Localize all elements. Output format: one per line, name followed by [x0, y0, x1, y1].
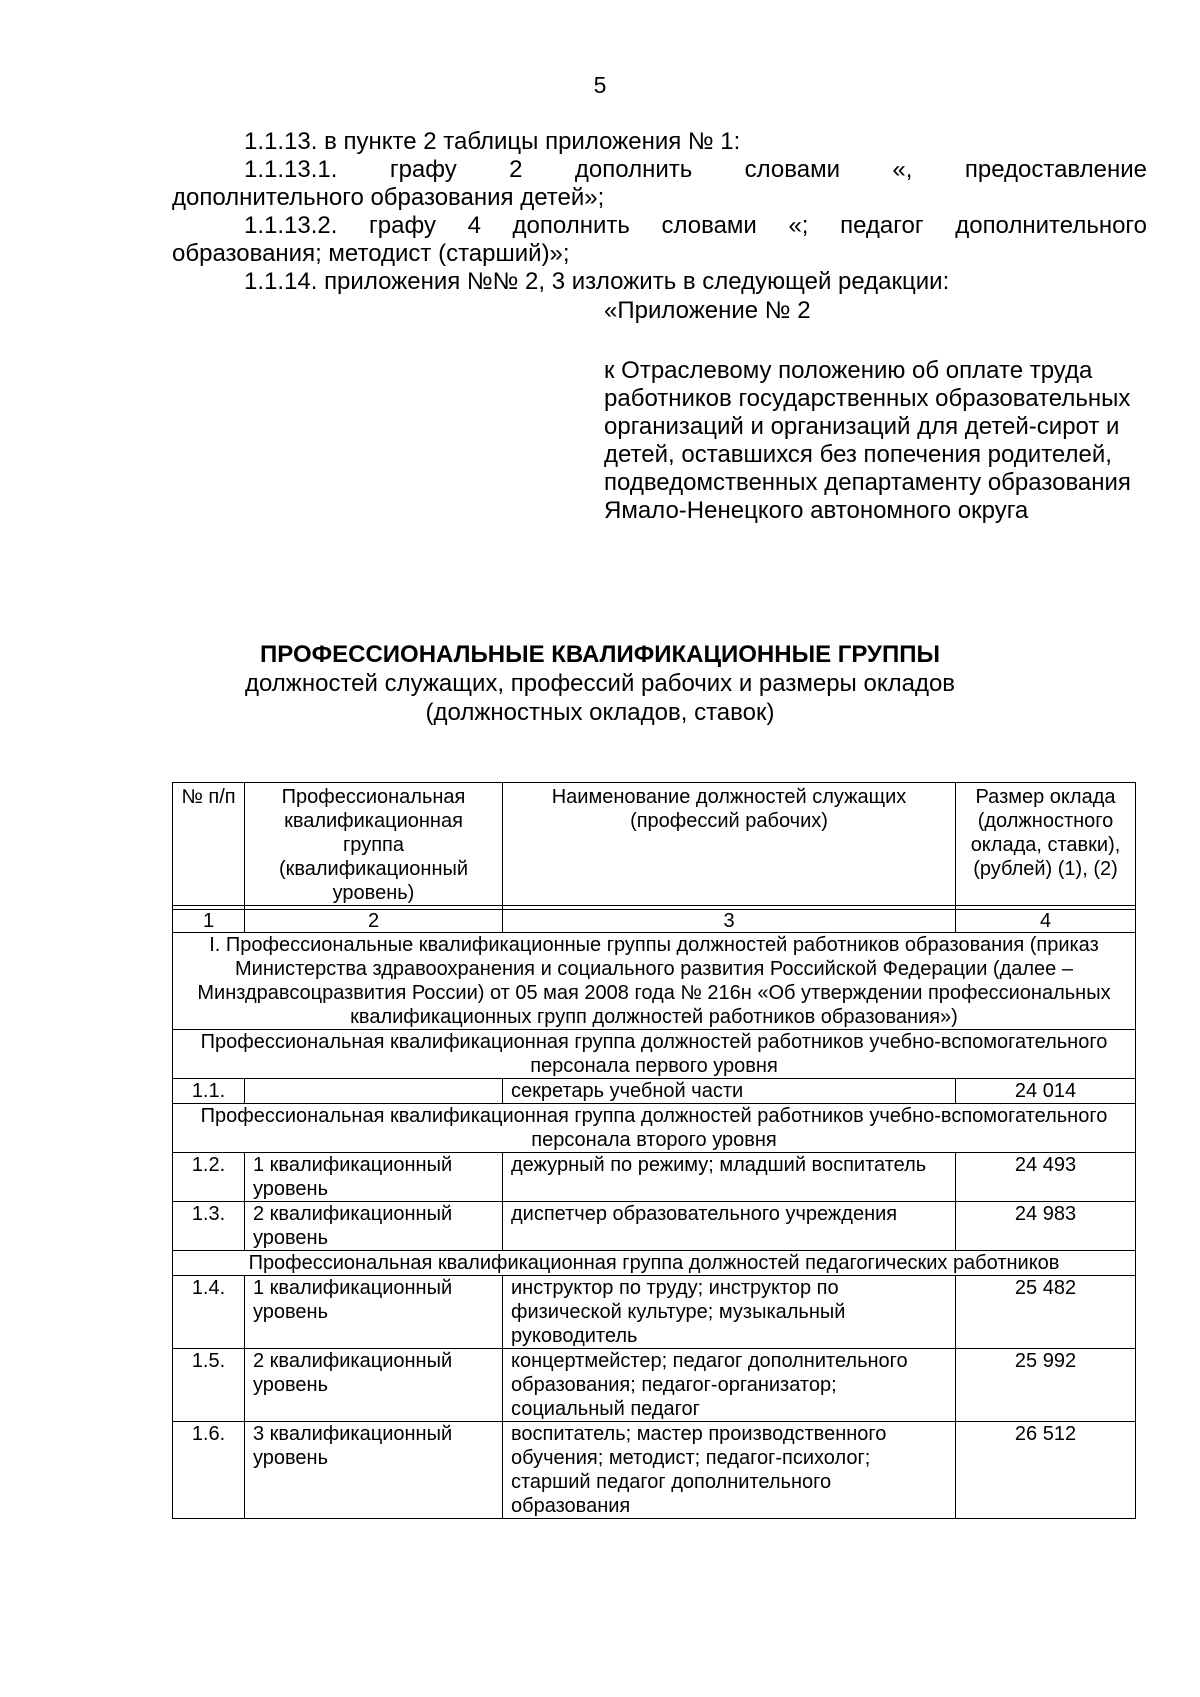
table-row: [173, 1349, 1136, 1422]
qualification-level: 2 квалификационный уровень: [245, 1202, 503, 1251]
salary-value: 24 493: [956, 1153, 1136, 1202]
group-title: Профессиональная квалификационная группа должностей работников учебно-вспомогательного персонала второго уровня: [173, 1104, 1136, 1153]
qualification-groups-table: [172, 782, 1136, 1519]
heading-main: ПРОФЕССИОНАЛЬНЫЕ КВАЛИФИКАЦИОННЫЕ ГРУППЫ: [260, 641, 940, 668]
amendment-1-1-13: [172, 128, 1147, 296]
position-names: воспитатель; мастер производственного обучения; методист; педагог-психолог; старший педагог дополнительного образования: [503, 1422, 956, 1519]
salary-value: 24 014: [956, 1079, 1136, 1104]
salary-value: 26 512: [956, 1422, 1136, 1519]
salary-value: 24 983: [956, 1202, 1136, 1251]
qualification-level: 1 квалификационный уровень: [245, 1153, 503, 1202]
document-heading: [0, 640, 1200, 727]
heading-subtitle: должностей служащих, профессий рабочих и размеры окладов: [244, 670, 956, 697]
amendment-text: образования; методист (старший)»;: [172, 240, 570, 267]
position-names: дежурный по режиму; младший воспитатель: [503, 1153, 956, 1202]
table-row: [173, 1079, 1136, 1104]
column-number: 4: [956, 910, 1136, 933]
row-number: 1.6.: [173, 1422, 245, 1519]
group-row: [173, 1030, 1136, 1079]
appendix-basis: к Отраслевому положению об оплате труда работников государственных образовательных организаций и организаций для детей-сирот и детей, оставшихся без попечения родителей, подведомственных департаменту образования Ямало-Ненецкого автономного округа: [604, 357, 1131, 524]
page-number: 5: [593, 72, 607, 98]
position-names: концертмейстер; педагог дополнительного образования; педагог-организатор; социальный педагог: [503, 1349, 956, 1422]
column-number: 2: [245, 910, 503, 933]
header-cell: Наименование должностей служащих (профессий рабочих): [503, 783, 956, 906]
column-number: 3: [503, 910, 956, 933]
salary-value: 25 992: [956, 1349, 1136, 1422]
row-number: 1.2.: [173, 1153, 245, 1202]
qualification-level: 1 квалификационный уровень: [245, 1276, 503, 1349]
amendment-text: дополнительного образования детей»;: [172, 184, 605, 211]
table-row: [173, 1153, 1136, 1202]
table-row: [173, 1276, 1136, 1349]
section-title: I. Профессиональные квалификационные группы должностей работников образования (приказ Министерства здравоохранения и социального развития Российской Федерации (далее – Минздравсоцразвития России) от 05 мая 2008 года № 216н «Об утверждении профессиональных квалификационных групп должностей работников образования»): [173, 933, 1136, 1030]
position-names: инструктор по труду; инструктор по физической культуре; музыкальный руководитель: [503, 1276, 956, 1349]
appendix-title: «Приложение № 2: [604, 297, 811, 324]
group-title: Профессиональная квалификационная группа должностей работников учебно-вспомогательного персонала первого уровня: [173, 1030, 1136, 1079]
column-number: 1: [173, 910, 245, 933]
amendment-text: 1.1.13.1. графу 2 дополнить словами «, предоставление: [244, 156, 1147, 183]
header-cell: № п/п: [173, 783, 245, 906]
amendment-text: 1.1.13. в пункте 2 таблицы приложения № 1:: [244, 128, 741, 155]
row-number: 1.5.: [173, 1349, 245, 1422]
header-cell: Профессиональная квалификационная группа (квалификационный уровень): [245, 783, 503, 906]
heading-subtitle: (должностных окладов, ставок): [425, 699, 775, 726]
row-number: 1.3.: [173, 1202, 245, 1251]
row-number: 1.4.: [173, 1276, 245, 1349]
column-number-row: [173, 910, 1136, 933]
table-row: [173, 1422, 1136, 1519]
row-number: 1.1.: [173, 1079, 245, 1104]
group-title: Профессиональная квалификационная группа должностей педагогических работников: [173, 1251, 1136, 1276]
position-names: секретарь учебной части: [503, 1079, 956, 1104]
amendment-text: 1.1.13.2. графу 4 дополнить словами «; педагог дополнительного: [244, 212, 1147, 239]
group-row: [173, 1251, 1136, 1276]
table-row: [173, 1202, 1136, 1251]
section-row: [173, 933, 1136, 1030]
qualification-level: 3 квалификационный уровень: [245, 1422, 503, 1519]
appendix-block: [604, 297, 1164, 525]
qualification-level: 2 квалификационный уровень: [245, 1349, 503, 1422]
position-names: диспетчер образовательного учреждения: [503, 1202, 956, 1251]
qualification-level: [245, 1079, 503, 1104]
group-row: [173, 1104, 1136, 1153]
header-cell: Размер оклада (должностного оклада, ставки), (рублей) (1), (2): [956, 783, 1136, 906]
amendment-text: 1.1.14. приложения №№ 2, 3 изложить в следующей редакции:: [244, 268, 950, 295]
salary-value: 25 482: [956, 1276, 1136, 1349]
table-header-row: [173, 783, 1136, 906]
